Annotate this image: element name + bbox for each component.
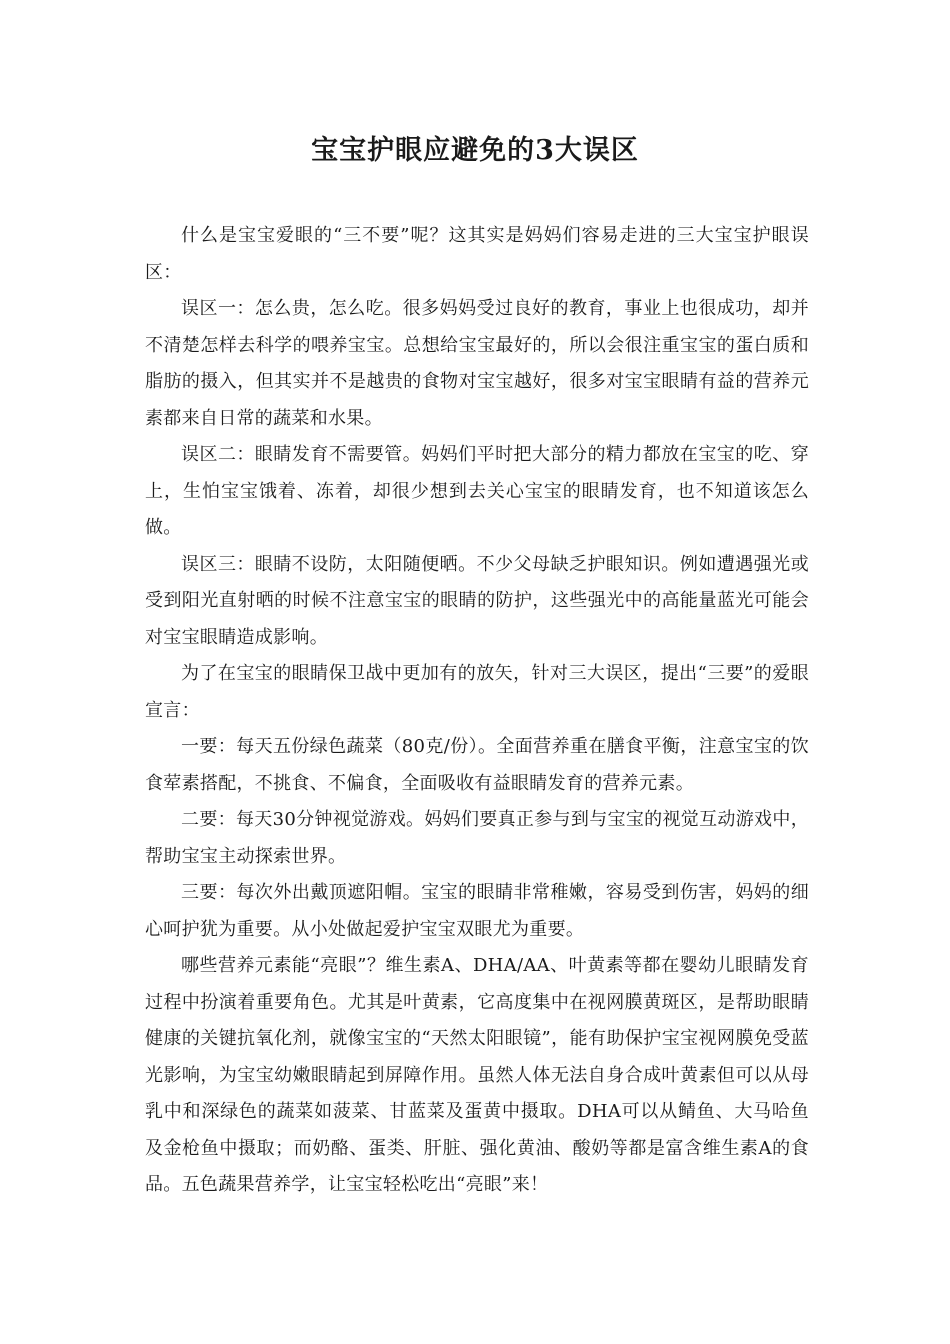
paragraph-misconception-3: 误区三：眼睛不设防，太阳随便晒。不少父母缺乏护眼知识。例如遭遇强光或受到阳光直射晒的时候不注意宝宝的眼睛的防护，这些强光中的高能量蓝光可能会对宝宝眼睛造成影响。 [145, 553, 809, 648]
document-title: 宝宝护眼应避免的3大误区 [311, 135, 639, 166]
paragraph-misconception-2: 误区二：眼睛发育不需要管。妈妈们平时把大部分的精力都放在宝宝的吃、穿上，生怕宝宝饿着、冻着，却很少想到去关心宝宝的眼睛发育，也不知道该怎么做。 [145, 444, 809, 538]
document-body [145, 218, 809, 1204]
paragraph-nutrients: 哪些营养元素能“亮眼”？维生素A、DHA/AA、叶黄素等都在婴幼儿眼睛发育过程中扮演着重要角色。尤其是叶黄素，它高度集中在视网膜黄斑区，是帮助眼睛健康的关键抗氧化剂，就像宝宝的“天然太阳眼镜”，能有助保护宝宝视网膜免受蓝光影响，为宝宝幼嫩眼睛起到屏障作用。虽然人体无法自身合成叶黄素但可以从母乳中和深绿色的蔬菜如菠菜、甘蓝菜及蛋黄中摄取。DHA可以从鲭鱼、大马哈鱼及金枪鱼中摄取；而奶酪、蛋类、肝脏、强化黄油、酸奶等都是富含维生素A的食品。五色蔬果营养学，让宝宝轻松吃出“亮眼”来！ [145, 955, 809, 1195]
paragraph-rule-2: 二要：每天30分钟视觉游戏。妈妈们要真正参与到与宝宝的视觉互动游戏中，帮助宝宝主动探索世界。 [145, 809, 809, 867]
paragraph-intro: 什么是宝宝爱眼的“三不要”呢？这其实是妈妈们容易走进的三大宝宝护眼误区： [145, 225, 809, 283]
paragraph-rule-3: 三要：每次外出戴顶遮阳帽。宝宝的眼睛非常稚嫩，容易受到伤害，妈妈的细心呵护犹为重要。从小处做起爱护宝宝双眼尤为重要。 [145, 882, 809, 940]
paragraph-declaration-intro: 为了在宝宝的眼睛保卫战中更加有的放矢，针对三大误区，提出“三要”的爱眼宣言： [145, 663, 809, 721]
paragraph-misconception-1: 误区一：怎么贵，怎么吃。很多妈妈受过良好的教育，事业上也很成功，却并不清楚怎样去科学的喂养宝宝。总想给宝宝最好的，所以会很注重宝宝的蛋白质和脂肪的摄入，但其实并不是越贵的食物对宝宝越好，很多对宝宝眼睛有益的营养元素都来自日常的蔬菜和水果。 [145, 298, 809, 429]
paragraph-rule-1: 一要：每天五份绿色蔬菜（80克/份）。全面营养重在膳食平衡，注意宝宝的饮食荤素搭配，不挑食、不偏食，全面吸收有益眼睛发育的营养元素。 [145, 736, 809, 794]
